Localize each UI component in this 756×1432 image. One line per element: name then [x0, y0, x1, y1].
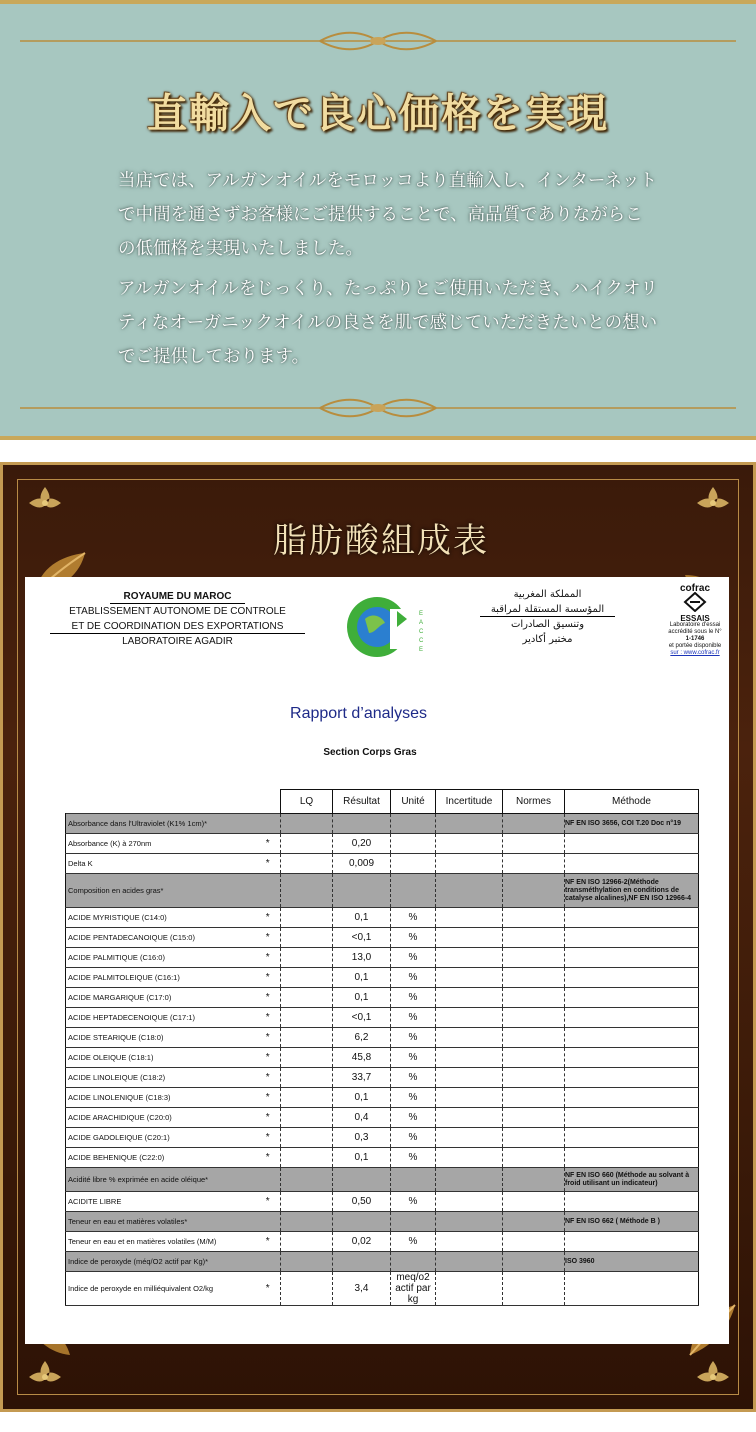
intro-title: 直輸入で良心価格を実現	[147, 90, 609, 137]
row-method	[565, 968, 699, 988]
row-result: 0,02	[333, 1232, 391, 1252]
row-lq	[281, 928, 333, 948]
intro-paragraph-1: 当店では、アルガンオイルをモロッコより直輸入し、インターネットで中間を通さずお客様にご提供することで、高品質でありながらこの低価格を実現いたしました。	[118, 171, 657, 259]
eacce-letter: E	[419, 647, 424, 653]
row-unit	[391, 834, 436, 854]
row-method	[565, 854, 699, 874]
row-unit	[391, 1168, 436, 1192]
row-unit	[391, 874, 436, 908]
table-row	[66, 1108, 699, 1128]
row-lq	[281, 854, 333, 874]
row-result: 0,1	[333, 1088, 391, 1108]
row-unit: %	[391, 1108, 436, 1128]
column-header: Incertitude	[436, 790, 503, 814]
row-uncertainty	[436, 968, 503, 988]
row-unit: %	[391, 968, 436, 988]
row-method	[565, 1088, 699, 1108]
analysis-report-document	[25, 577, 729, 1344]
row-uncertainty	[436, 1272, 503, 1306]
row-result	[333, 1212, 391, 1232]
table-row	[66, 1252, 699, 1272]
row-lq	[281, 908, 333, 928]
cofrac-line: 1-1746	[685, 636, 705, 642]
row-name: ACIDE PENTADECANOIQUE (C15:0)	[66, 928, 256, 948]
row-uncertainty	[436, 834, 503, 854]
row-result: 0,50	[333, 1192, 391, 1212]
row-method	[565, 988, 699, 1008]
row-result	[333, 1252, 391, 1272]
row-lq	[281, 1192, 333, 1212]
issuer-line: ETABLISSEMENT AUTONOME DE CONTROLE	[69, 606, 286, 617]
table-row	[66, 1148, 699, 1168]
row-unit	[391, 1252, 436, 1272]
table-row	[66, 928, 699, 948]
row-method	[565, 948, 699, 968]
cofrac-accreditation	[663, 585, 727, 657]
table-row	[66, 968, 699, 988]
cofrac-essais: ESSAIS	[680, 614, 710, 623]
row-name: ACIDE MARGARIQUE (C17:0)	[66, 988, 256, 1008]
row-norms	[503, 834, 565, 854]
row-norms	[503, 1108, 565, 1128]
row-result: 13,0	[333, 948, 391, 968]
row-method	[565, 1148, 699, 1168]
table-row	[66, 814, 699, 834]
column-header: LQ	[281, 790, 333, 814]
row-uncertainty	[436, 1068, 503, 1088]
row-uncertainty	[436, 1232, 503, 1252]
cofrac-link[interactable]: sur : www.cofrac.fr	[670, 650, 720, 656]
issuer-header-arabic	[480, 587, 615, 647]
row-uncertainty	[436, 1028, 503, 1048]
row-asterisk: *	[256, 1272, 281, 1306]
row-uncertainty	[436, 948, 503, 968]
row-asterisk: *	[256, 834, 281, 854]
cofrac-line: Laboratoire d'essai	[669, 622, 721, 628]
table-row	[66, 1232, 699, 1252]
row-name: Indice de peroxyde en milliéquivalent O2/kg	[66, 1272, 256, 1306]
row-method: NF EN ISO 12966-2(Méthode transméthylation en conditions de catalyse alcalines),NF EN ISO 12966-4	[565, 874, 699, 908]
table-row	[66, 1212, 699, 1232]
table-row	[66, 854, 699, 874]
cofrac-line: et portée disponible	[668, 643, 722, 649]
table-row	[66, 948, 699, 968]
row-method	[565, 928, 699, 948]
row-result: 0,1	[333, 1148, 391, 1168]
row-asterisk	[256, 1252, 281, 1272]
row-result: 33,7	[333, 1068, 391, 1088]
row-method	[565, 1048, 699, 1068]
column-header: Normes	[503, 790, 565, 814]
row-method: NF EN ISO 662 ( Méthode B )	[565, 1212, 699, 1232]
row-asterisk	[256, 1168, 281, 1192]
report-section: Section Corps Gras	[323, 747, 417, 758]
row-uncertainty	[436, 874, 503, 908]
row-method	[565, 908, 699, 928]
row-unit	[391, 1212, 436, 1232]
row-result: 0,1	[333, 968, 391, 988]
row-asterisk: *	[256, 1108, 281, 1128]
row-uncertainty	[436, 1088, 503, 1108]
row-norms	[503, 874, 565, 908]
row-lq	[281, 1068, 333, 1088]
row-uncertainty	[436, 1192, 503, 1212]
row-name: Teneur en eau et matières volatiles*	[66, 1212, 256, 1232]
row-unit: %	[391, 928, 436, 948]
row-name: ACIDE PALMITIQUE (C16:0)	[66, 948, 256, 968]
row-result: <0,1	[333, 928, 391, 948]
row-asterisk: *	[256, 908, 281, 928]
row-result: 0,1	[333, 988, 391, 1008]
row-norms	[503, 988, 565, 1008]
table-row	[66, 834, 699, 854]
row-uncertainty	[436, 988, 503, 1008]
row-uncertainty	[436, 1168, 503, 1192]
row-asterisk: *	[256, 1008, 281, 1028]
issuer-line: ET DE COORDINATION DES EXPORTATIONS	[50, 619, 305, 634]
row-asterisk: *	[256, 1028, 281, 1048]
row-asterisk: *	[256, 1148, 281, 1168]
row-method	[565, 1028, 699, 1048]
intro-panel	[0, 0, 756, 440]
table-row	[66, 874, 699, 908]
row-uncertainty	[436, 1148, 503, 1168]
row-result: <0,1	[333, 1008, 391, 1028]
row-lq	[281, 1028, 333, 1048]
row-uncertainty	[436, 1108, 503, 1128]
row-asterisk	[256, 814, 281, 834]
row-lq	[281, 948, 333, 968]
table-row	[66, 988, 699, 1008]
row-lq	[281, 1108, 333, 1128]
row-unit	[391, 854, 436, 874]
row-result: 3,4	[333, 1272, 391, 1306]
row-unit: %	[391, 1008, 436, 1028]
row-unit: %	[391, 1232, 436, 1252]
fleur-corner-icon	[693, 1357, 733, 1397]
row-lq	[281, 1148, 333, 1168]
row-asterisk: *	[256, 948, 281, 968]
row-uncertainty	[436, 814, 503, 834]
eacce-letter: C	[419, 629, 424, 635]
row-name: ACIDE LINOLEIQUE (C18:2)	[66, 1068, 256, 1088]
row-lq	[281, 1008, 333, 1028]
column-header: Méthode	[565, 790, 699, 814]
row-name: Composition en acides gras*	[66, 874, 256, 908]
row-unit: %	[391, 1192, 436, 1212]
row-uncertainty	[436, 1048, 503, 1068]
row-unit: %	[391, 1068, 436, 1088]
issuer-line: LABORATOIRE AGADIR	[122, 636, 233, 647]
row-lq	[281, 834, 333, 854]
row-result	[333, 814, 391, 834]
row-norms	[503, 908, 565, 928]
row-result	[333, 1168, 391, 1192]
row-norms	[503, 1168, 565, 1192]
row-method	[565, 1272, 699, 1306]
row-asterisk: *	[256, 1232, 281, 1252]
fleur-corner-icon	[25, 1357, 65, 1397]
row-lq	[281, 1272, 333, 1306]
eacce-logo	[335, 589, 430, 669]
row-method	[565, 1232, 699, 1252]
row-method: ISO 3960	[565, 1252, 699, 1272]
row-name: ACIDE BEHENIQUE (C22:0)	[66, 1148, 256, 1168]
row-asterisk	[256, 1212, 281, 1232]
row-result: 0,3	[333, 1128, 391, 1148]
row-unit: %	[391, 908, 436, 928]
row-name: Absorbance dans l'Ultraviolet (K1% 1cm)*	[66, 814, 256, 834]
row-asterisk: *	[256, 1128, 281, 1148]
row-lq	[281, 968, 333, 988]
row-uncertainty	[436, 1252, 503, 1272]
row-norms	[503, 1192, 565, 1212]
row-asterisk: *	[256, 1068, 281, 1088]
table-row	[66, 908, 699, 928]
table-row	[66, 1272, 699, 1306]
row-norms	[503, 1008, 565, 1028]
row-unit: %	[391, 1048, 436, 1068]
column-header: Unité	[391, 790, 436, 814]
row-unit: meq/o2 actif par kg	[391, 1272, 436, 1306]
cofrac-brand: cofrac	[679, 583, 710, 594]
row-name: Teneur en eau et en matières volatiles (M/M)	[66, 1232, 256, 1252]
header-empty	[66, 790, 256, 814]
row-asterisk: *	[256, 988, 281, 1008]
row-unit: %	[391, 1028, 436, 1048]
row-unit: %	[391, 948, 436, 968]
row-lq	[281, 874, 333, 908]
row-norms	[503, 1128, 565, 1148]
table-row	[66, 1028, 699, 1048]
row-method	[565, 1008, 699, 1028]
table-row	[66, 1048, 699, 1068]
row-uncertainty	[436, 1128, 503, 1148]
row-norms	[503, 928, 565, 948]
row-unit: %	[391, 1148, 436, 1168]
table-row	[66, 1192, 699, 1212]
row-result: 6,2	[333, 1028, 391, 1048]
row-result: 0,20	[333, 834, 391, 854]
cofrac-mark-icon	[682, 592, 708, 612]
row-norms	[503, 1148, 565, 1168]
issuer-line-arabic: وتنسيق الصادرات	[510, 619, 585, 630]
row-uncertainty	[436, 1212, 503, 1232]
row-method	[565, 834, 699, 854]
top-ornament-divider	[20, 30, 736, 52]
table-row	[66, 1128, 699, 1148]
table-row	[66, 1008, 699, 1028]
row-name: ACIDE HEPTADECENOIQUE (C17:1)	[66, 1008, 256, 1028]
row-uncertainty	[436, 854, 503, 874]
column-header: Résultat	[333, 790, 391, 814]
row-norms	[503, 1272, 565, 1306]
row-method	[565, 1108, 699, 1128]
row-result: 45,8	[333, 1048, 391, 1068]
row-lq	[281, 1088, 333, 1108]
row-norms	[503, 968, 565, 988]
row-method: NF EN ISO 3656, COI T.20 Doc n°19	[565, 814, 699, 834]
issuer-header	[50, 589, 305, 649]
row-asterisk: *	[256, 1088, 281, 1108]
eacce-letter: C	[419, 638, 424, 644]
row-asterisk	[256, 874, 281, 908]
issuer-line-arabic: مختبر أكادير	[522, 634, 573, 645]
row-uncertainty	[436, 908, 503, 928]
row-name: ACIDE GADOLEIQUE (C20:1)	[66, 1128, 256, 1148]
frame-title: 脂肪酸組成表	[273, 521, 489, 561]
row-uncertainty	[436, 1008, 503, 1028]
row-method: NF EN ISO 660 (Méthode au solvant à froid utilisant un indicateur)	[565, 1168, 699, 1192]
row-lq	[281, 1128, 333, 1148]
row-norms	[503, 814, 565, 834]
issuer-line-arabic: المملكة المغربية	[513, 589, 582, 600]
row-result: 0,1	[333, 908, 391, 928]
row-result	[333, 874, 391, 908]
table-row	[66, 1088, 699, 1108]
row-name: Acidité libre % exprimée en acide oléique*	[66, 1168, 256, 1192]
row-name: ACIDE OLEIQUE (C18:1)	[66, 1048, 256, 1068]
eacce-letter: A	[419, 620, 424, 626]
row-norms	[503, 854, 565, 874]
row-name: ACIDE STEARIQUE (C18:0)	[66, 1028, 256, 1048]
row-lq	[281, 1048, 333, 1068]
row-method	[565, 1192, 699, 1212]
row-norms	[503, 1048, 565, 1068]
row-name: Indice de peroxyde (méq/O2 actif par Kg)*	[66, 1252, 256, 1272]
row-name: ACIDE PALMITOLEIQUE (C16:1)	[66, 968, 256, 988]
table-row	[66, 1168, 699, 1192]
issuer-line-arabic: المؤسسة المستقلة لمراقبة	[480, 602, 615, 617]
row-norms	[503, 1232, 565, 1252]
eacce-letter: E	[419, 611, 424, 617]
report-title: Rapport d’analyses	[290, 705, 427, 722]
row-lq	[281, 1232, 333, 1252]
row-lq	[281, 988, 333, 1008]
row-name: ACIDITE LIBRE	[66, 1192, 256, 1212]
row-result: 0,009	[333, 854, 391, 874]
row-norms	[503, 1028, 565, 1048]
row-norms	[503, 1068, 565, 1088]
analysis-table	[65, 789, 699, 1306]
row-asterisk: *	[256, 1192, 281, 1212]
table-row	[66, 1068, 699, 1088]
row-unit: %	[391, 988, 436, 1008]
row-name: ACIDE LINOLENIQUE (C18:3)	[66, 1088, 256, 1108]
row-norms	[503, 1212, 565, 1232]
row-unit	[391, 814, 436, 834]
row-asterisk: *	[256, 968, 281, 988]
row-name: Absorbance (K) à 270nm	[66, 834, 256, 854]
row-name: Delta K	[66, 854, 256, 874]
row-name: ACIDE ARACHIDIQUE (C20:0)	[66, 1108, 256, 1128]
cofrac-line: accrédité sous le N°	[668, 629, 722, 635]
row-lq	[281, 1168, 333, 1192]
row-unit: %	[391, 1128, 436, 1148]
row-norms	[503, 1088, 565, 1108]
row-lq	[281, 1252, 333, 1272]
table-header-row	[66, 790, 699, 814]
row-norms	[503, 1252, 565, 1272]
issuer-line: ROYAUME DU MAROC	[110, 589, 245, 604]
row-method	[565, 1068, 699, 1088]
row-asterisk: *	[256, 854, 281, 874]
row-asterisk: *	[256, 1048, 281, 1068]
row-lq	[281, 814, 333, 834]
row-asterisk: *	[256, 928, 281, 948]
row-method	[565, 1128, 699, 1148]
header-empty	[256, 790, 281, 814]
intro-paragraph-2: アルガンオイルをじっくり、たっぷりとご使用いただき、ハイクオリティなオーガニックオイルの良さを肌で感じていただきたいとの想いでご提供しております。	[118, 279, 658, 367]
row-name: ACIDE MYRISTIQUE (C14:0)	[66, 908, 256, 928]
row-uncertainty	[436, 928, 503, 948]
bottom-ornament-divider	[20, 397, 736, 419]
row-lq	[281, 1212, 333, 1232]
row-unit: %	[391, 1088, 436, 1108]
row-result: 0,4	[333, 1108, 391, 1128]
row-norms	[503, 948, 565, 968]
